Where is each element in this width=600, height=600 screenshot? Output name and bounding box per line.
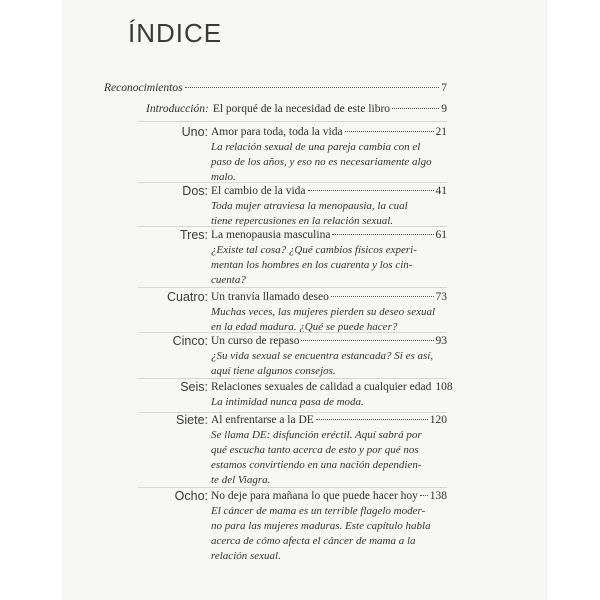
toc-title: Relaciones sexuales de calidad a cualquier edad bbox=[211, 381, 432, 393]
toc-row bbox=[104, 80, 447, 96]
desc-line: paso de los años, y eso no es necesariamente algo bbox=[211, 156, 432, 168]
leader-dots bbox=[185, 87, 440, 88]
toc-title: El cambio de la vida bbox=[211, 185, 306, 197]
desc-line: qué escucha tanto acerca de esto y por qué nos bbox=[211, 444, 419, 456]
toc-row bbox=[211, 488, 447, 504]
toc-row bbox=[211, 124, 447, 140]
chapter-description bbox=[211, 504, 442, 564]
toc-page: 138 bbox=[429, 490, 447, 502]
desc-line: ¿Existe tal cosa? ¿Qué cambios físicos experi- bbox=[211, 244, 417, 256]
desc-line: ¿Su vida sexual se encuentra estancada? Si es así, bbox=[211, 350, 434, 362]
toc-row bbox=[211, 379, 453, 395]
chapter-description bbox=[211, 305, 442, 335]
desc-line: La intimidad nunca pasa de moda. bbox=[211, 396, 364, 408]
separator bbox=[138, 121, 447, 122]
toc-page: 7 bbox=[441, 82, 447, 94]
chapter-description bbox=[211, 349, 442, 379]
desc-line: acerca de cómo afecta el cáncer de mama a la bbox=[211, 535, 416, 547]
toc-page: 120 bbox=[429, 414, 447, 426]
leader-dots bbox=[420, 495, 428, 496]
chapter-label: Ocho: bbox=[174, 489, 208, 503]
desc-line: tiene repercusiones en la relación sexual. bbox=[211, 215, 394, 227]
desc-line: La relación sexual de una pareja cambia con el bbox=[211, 141, 421, 153]
toc-title: El porqué de la necesidad de este libro bbox=[212, 103, 391, 115]
toc-page: 73 bbox=[435, 291, 447, 303]
desc-line: Toda mujer atraviesa la menopausia, la cual bbox=[211, 200, 408, 212]
toc-page: 9 bbox=[441, 103, 447, 115]
toc-row bbox=[146, 101, 447, 117]
toc-row bbox=[211, 227, 447, 243]
chapter-description bbox=[211, 428, 442, 488]
chapter-label: Uno: bbox=[181, 125, 208, 139]
chapter-label: Cuatro: bbox=[167, 290, 208, 304]
desc-line: mentan los hombres en los cuarenta y los cin- bbox=[211, 259, 413, 271]
desc-line: Muchas veces, las mujeres pierden su deseo sexual bbox=[211, 306, 436, 318]
leader-dots bbox=[301, 340, 433, 341]
toc-title: Al enfrentarse a la DE bbox=[211, 414, 314, 426]
leader-dots bbox=[345, 131, 434, 132]
chapter-label: Cinco: bbox=[172, 334, 208, 348]
desc-line: en la edad madura. ¿Qué se puede hacer? bbox=[211, 321, 398, 333]
toc-title: Un curso de repaso bbox=[211, 335, 300, 347]
desc-line: te del Viagra. bbox=[211, 474, 271, 486]
desc-line: relación sexual. bbox=[211, 550, 281, 562]
toc-title: Un tranvía llamado deseo bbox=[211, 291, 329, 303]
toc-row bbox=[211, 412, 447, 428]
toc-label: Reconocimientos bbox=[104, 82, 183, 94]
leader-dots bbox=[332, 234, 433, 235]
toc-row bbox=[211, 289, 447, 305]
leader-dots bbox=[308, 190, 434, 191]
desc-line: aquí tiene algunos consejos. bbox=[211, 365, 336, 377]
desc-line: estamos convirtiendo en una nación dependien- bbox=[211, 459, 422, 471]
chapter-description bbox=[211, 395, 442, 410]
toc-page: 41 bbox=[435, 185, 447, 197]
chapter-label: Seis: bbox=[180, 380, 208, 394]
chapter-description bbox=[211, 140, 442, 185]
toc-title: No deje para mañana lo que puede hacer hoy bbox=[211, 490, 418, 502]
toc-page: 93 bbox=[435, 335, 447, 347]
chapter-label: Tres: bbox=[179, 228, 208, 242]
page-title: ÍNDICE bbox=[128, 18, 223, 48]
toc-title: La menopausia masculina bbox=[211, 229, 331, 241]
toc-page: 21 bbox=[435, 126, 447, 138]
desc-line: El cáncer de mama es un terrible flagelo moder- bbox=[211, 505, 426, 517]
toc-page: 61 bbox=[435, 229, 447, 241]
toc-page: 108 bbox=[435, 381, 453, 393]
chapter-label: Siete: bbox=[176, 413, 208, 427]
chapter-label: Dos: bbox=[182, 184, 208, 198]
leader-dots bbox=[331, 296, 434, 297]
separator bbox=[138, 287, 447, 288]
toc-row bbox=[211, 183, 447, 199]
toc-title: Amor para toda, toda la vida bbox=[211, 126, 343, 138]
leader-dots bbox=[392, 108, 439, 109]
desc-line: malo. bbox=[211, 171, 236, 183]
leader-dots bbox=[316, 419, 428, 420]
desc-line: no para las mujeres maduras. Este capítulo habla bbox=[211, 520, 431, 532]
chapter-description bbox=[211, 199, 442, 229]
chapter-description bbox=[211, 243, 442, 288]
toc-row bbox=[211, 333, 447, 349]
toc-label: Introducción: bbox=[146, 103, 209, 115]
desc-line: Se llama DE: disfunción eréctil. Aquí sabrá por bbox=[211, 429, 422, 441]
desc-line: cuenta? bbox=[211, 274, 246, 286]
